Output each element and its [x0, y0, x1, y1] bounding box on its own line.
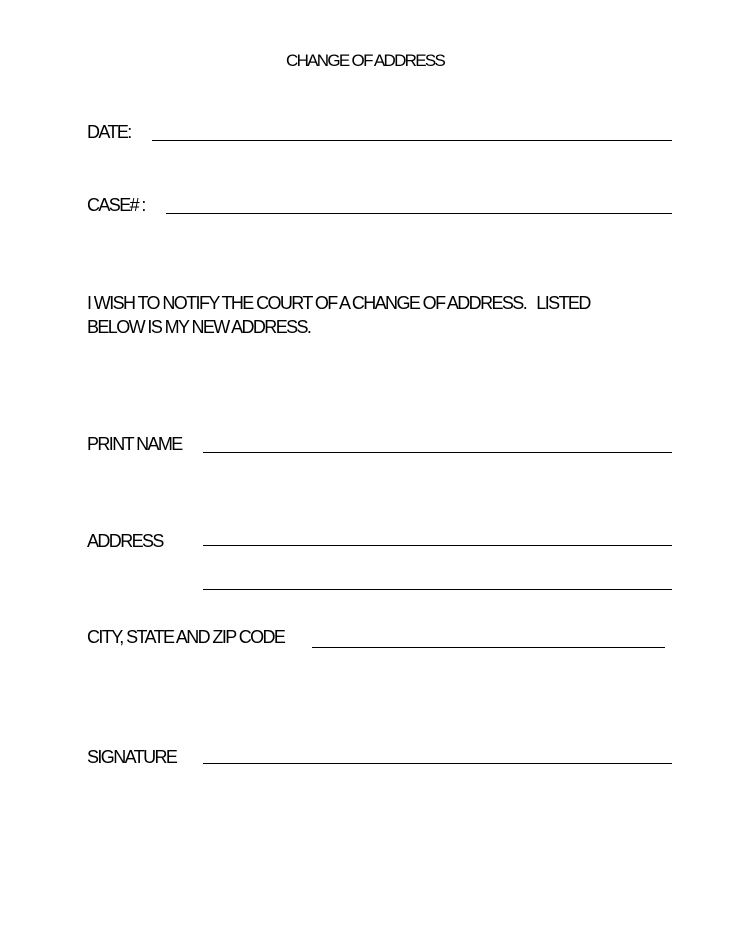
notice-line-2: BELOW IS MY NEW ADDRESS.: [87, 317, 311, 337]
address-field-line-2[interactable]: [203, 589, 672, 590]
notice-paragraph: [87, 291, 590, 339]
form-title: CHANGE OF ADDRESS: [286, 51, 445, 70]
signature-field-line[interactable]: [203, 763, 672, 764]
address-label: ADDRESS: [87, 531, 163, 551]
address-field-line-1[interactable]: [203, 545, 672, 546]
case-number-label: CASE# :: [87, 195, 145, 215]
notice-line-1: I WISH TO NOTIFY THE COURT OF A CHANGE OF ADDRESS. LISTED: [87, 293, 590, 313]
date-label: DATE:: [87, 122, 131, 142]
case-number-field-line[interactable]: [166, 213, 672, 214]
signature-label: SIGNATURE: [87, 747, 177, 767]
city-state-zip-label: CITY, STATE AND ZIP CODE: [87, 627, 285, 647]
print-name-label: PRINT NAME: [87, 434, 182, 454]
date-field-line[interactable]: [152, 140, 672, 141]
city-state-zip-field-line[interactable]: [312, 647, 665, 648]
print-name-field-line[interactable]: [203, 452, 672, 453]
